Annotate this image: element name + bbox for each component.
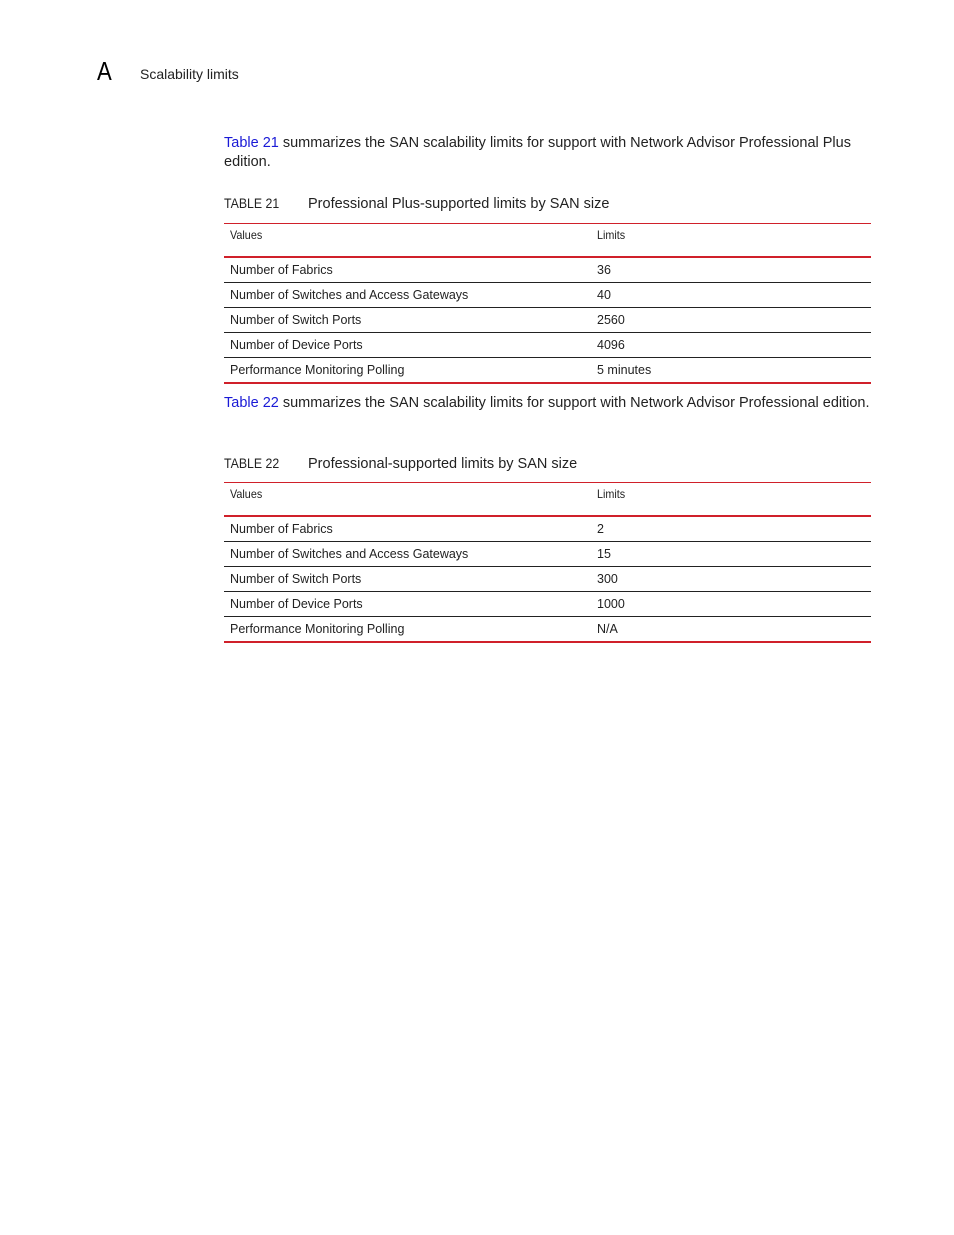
table-cell-value: Number of Switches and Access Gateways: [224, 542, 591, 567]
table22-caption-title: Professional-supported limits by SAN size: [308, 456, 578, 472]
table-cell-limit: 2560: [591, 308, 871, 333]
table-row: [224, 567, 871, 592]
table-header-row: [224, 224, 871, 258]
table21-link[interactable]: Table 21: [224, 135, 279, 151]
table-cell-value: Number of Device Ports: [224, 333, 591, 358]
table-cell-value: Number of Switches and Access Gateways: [224, 283, 591, 308]
table22: [224, 482, 871, 643]
table-cell-limit: 4096: [591, 333, 871, 358]
table-cell-value: Performance Monitoring Polling: [224, 358, 591, 384]
table-row: [224, 542, 871, 567]
table22-caption-label: TABLE 22: [224, 455, 280, 471]
table-cell-limit: 40: [591, 283, 871, 308]
table-cell-limit: 15: [591, 542, 871, 567]
table-row: [224, 308, 871, 333]
table-row: [224, 617, 871, 643]
table-row: [224, 283, 871, 308]
table-row: [224, 516, 871, 542]
table-row: [224, 333, 871, 358]
table-row: [224, 358, 871, 384]
table21-caption-title: Professional Plus-supported limits by SAN size: [308, 196, 610, 212]
table-cell-limit: 2: [591, 516, 871, 542]
table-cell-limit: 1000: [591, 592, 871, 617]
table-header-row: [224, 483, 871, 517]
table-cell-value: Number of Switch Ports: [224, 567, 591, 592]
appendix-letter: A: [97, 56, 112, 86]
table-cell-value: Performance Monitoring Polling: [224, 617, 591, 643]
table-cell-value: Number of Switch Ports: [224, 308, 591, 333]
column-header-limits: Limits: [591, 483, 871, 517]
table21-intro-text: summarizes the SAN scalability limits for support with Network Advisor Professional Plus edition.: [224, 135, 851, 170]
table21: [224, 223, 871, 384]
running-header-title: Scalability limits: [140, 66, 239, 82]
table-cell-value: Number of Fabrics: [224, 516, 591, 542]
table-row: [224, 592, 871, 617]
table-cell-value: Number of Fabrics: [224, 257, 591, 283]
column-header-values: Values: [224, 483, 591, 517]
table21-caption-label: TABLE 21: [224, 195, 280, 211]
table22-intro-paragraph: [224, 394, 874, 413]
table22-intro-text: summarizes the SAN scalability limits for support with Network Advisor Professional edition.: [278, 395, 870, 411]
column-header-values: Values: [224, 224, 591, 258]
table21-caption: [224, 195, 609, 212]
table22-caption: [224, 455, 577, 472]
table-row: [224, 257, 871, 283]
column-header-limits: Limits: [591, 224, 871, 258]
table21-intro-paragraph: [224, 134, 874, 172]
table22-link[interactable]: Table 22: [224, 395, 279, 411]
table-cell-value: Number of Device Ports: [224, 592, 591, 617]
table-cell-limit: 300: [591, 567, 871, 592]
table-cell-limit: N/A: [591, 617, 871, 643]
table-cell-limit: 36: [591, 257, 871, 283]
table-cell-limit: 5 minutes: [591, 358, 871, 384]
